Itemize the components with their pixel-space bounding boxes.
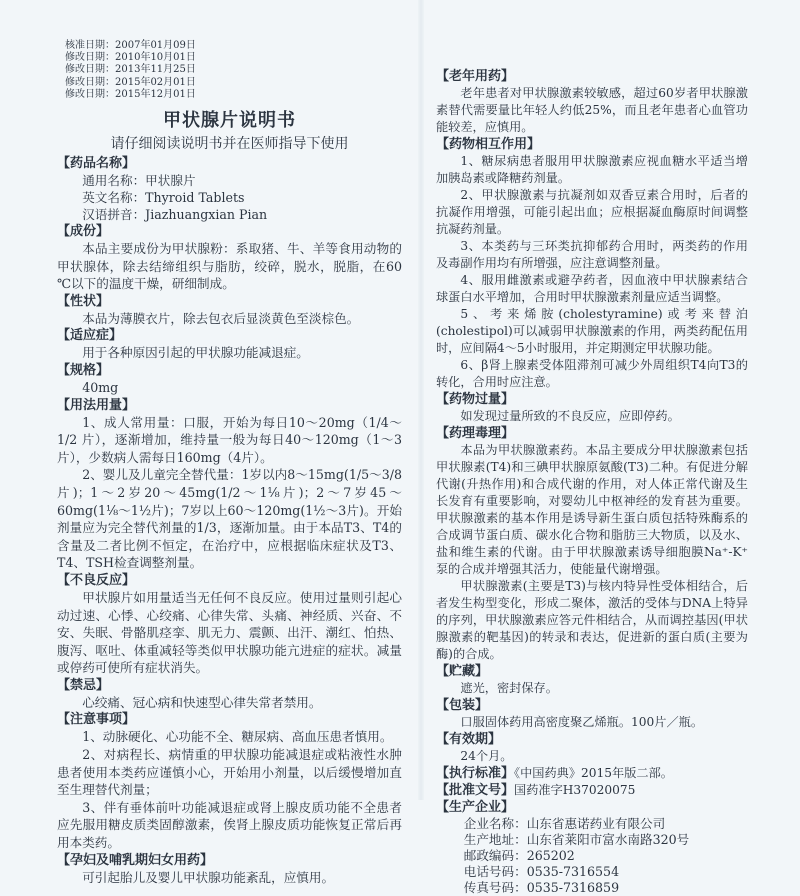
- section: [436, 68, 748, 136]
- section-paragraph: 本品为甲状腺激素药。本品主要成分甲状腺激素包括甲状腺素(T4)和三碘甲状腺原氨酸(T3)二种。有促进分解代谢(升热作用)和合成代谢的作用，对人体正常代谢及生长发育有重要影响，对婴幼儿中枢神经的发育甚为重要。甲状腺激素的基本作用是诱导新生蛋白质包括特殊酶系的合成调节蛋白质、碳水化合物和脂肪三大物质，以及水、盐和维生素的代谢。由于甲状腺激素诱导细胞膜Na⁺-K⁺泵的合成并增强其活力，使能量代谢增强。: [436, 443, 748, 576]
- section-header: 【执行标准】: [436, 766, 515, 781]
- section: [436, 765, 748, 782]
- section-paragraph: 用于各种原因引起的甲状腺功能减退症。: [82, 345, 309, 361]
- info-line: 电话号码：0535-7316554: [463, 864, 620, 879]
- section-paragraph: 40mg: [82, 379, 119, 395]
- section-paragraph: 如发现过量所致的不良反应，应即停药。: [460, 409, 680, 423]
- section: [57, 711, 402, 851]
- section-paragraph: 本品主要成份为甲状腺粉：系取猪、牛、羊等食用动物的甲状腺体，除去结缔组织与脂肪，绞碎，脱水，脱脂，在60 ℃以下的温度干燥，研细制成。: [57, 241, 402, 292]
- section: [57, 397, 402, 572]
- document-subtitle: 请仔细阅读说明书并在医师指导下使用: [110, 136, 349, 153]
- section: [436, 731, 748, 765]
- page-fold: [418, 0, 424, 800]
- section-header: 【规格】: [57, 362, 110, 378]
- section: [57, 677, 402, 712]
- section-header: 【适应症】: [57, 328, 123, 344]
- revision-dates: [65, 40, 402, 101]
- info-line: 邮政编码：265202: [463, 848, 575, 863]
- section-header: 【用法用量】: [57, 397, 136, 413]
- section-header: 【孕妇及哺乳期妇女用药】: [57, 852, 214, 868]
- section: [436, 391, 748, 425]
- section-paragraph: 24个月。: [460, 749, 513, 763]
- section-paragraph: 甲状腺激素(主要是T3)与核内特异性受体相结合，后者发生构型变化，形成二聚体，激活的受体与DNA上特异的序列，甲状腺激素应答元件相结合，从而调控基因(甲状腺激素的靶基因)的转录和表达，促进新的蛋白质(主要为酶)的合成。: [436, 579, 748, 661]
- section-paragraph: 2、甲状腺激素与抗凝剂如双香豆素合用时，后者的抗凝作用增强，可能引起出血；应根据凝血酶原时间调整抗凝药剂量。: [436, 188, 748, 236]
- section-paragraph: 6、β肾上腺素受体阻滞剂可减少外周组织T4向T3的转化，合用时应注意。: [436, 358, 748, 389]
- section: [436, 663, 748, 697]
- section: [57, 293, 402, 328]
- section-header: 【不良反应】: [57, 572, 136, 588]
- section: [57, 572, 402, 677]
- section-header: 【药理毒理】: [436, 426, 515, 441]
- section-header: 【药物相互作用】: [436, 137, 541, 152]
- section-header: 【生产企业】: [436, 800, 515, 815]
- section-header: 【禁忌】: [57, 677, 110, 693]
- section-paragraph: 1、成人常用量：口服，开始为每日10～20mg（1/4～1/2 片），逐渐增加，维持量一般为每日40～120mg（1～3片），少数病人需每日160mg（4片）。: [57, 414, 402, 465]
- section-paragraph: 心绞痛、冠心病和快速型心律失常者禁用。: [82, 694, 322, 710]
- info-line: 传真号码：0535-7316859: [463, 880, 620, 895]
- section-paragraph: 3、伴有垂体前叶功能减退症或肾上腺皮质功能不全患者应先服用糖皮质类固醇激素，俟肾上腺皮质功能恢复正常后再用本类药。: [57, 799, 402, 851]
- section: [57, 223, 402, 293]
- section: [436, 697, 748, 731]
- info-line: 生产地址：山东省莱阳市富水南路320号: [463, 832, 690, 847]
- section-inline-row: [436, 782, 748, 799]
- section-paragraph: 1、动脉硬化、心功能不全、糖尿病、高血压患者慎用。: [82, 729, 393, 745]
- revision-date: 核准日期：2007年01月09日: [65, 40, 196, 51]
- info-line: 汉语拼音：Jiazhuangxian Pian: [82, 207, 268, 223]
- section-header: 【成份】: [57, 224, 110, 240]
- section-value: 《中国药典》2015年版二部。: [514, 766, 673, 780]
- left-column: [57, 40, 402, 886]
- section-paragraph: 老年患者对甲状腺激素较敏感，超过60岁者甲状腺激素替代需要量比年轻人约低25%，而且老年患者心血管功能较差，应慎用。: [436, 86, 748, 134]
- right-sections: [436, 68, 748, 896]
- section-inline-row: [436, 765, 748, 782]
- section-header: 【注意事项】: [57, 712, 136, 728]
- revision-date: 修改日期：2010年10月01日: [65, 52, 196, 64]
- section-paragraph: 遮光，密封保存。: [460, 681, 558, 695]
- section-paragraph: 2、婴儿及儿童完全替代量：1岁以内8～15mg(1/5～3/8片)；1～2岁20～45mg(1/2～1⅛片)；2～7岁45～60mg(1⅛～1½片)；7岁以上60～120mg(1½～3片)。开始剂量应为完全替代剂量的1/3，逐渐加量。由于本品T3、T4的含量及二者比例不恒定，在治疗中，应根据临床症状及T3、T4、TSH检查调整剂量。: [57, 467, 402, 571]
- section: [436, 425, 748, 663]
- section-header: 【包装】: [436, 698, 489, 713]
- section-header: 【药品名称】: [57, 156, 136, 172]
- section-paragraph: 4、服用雌激素或避孕药者，因血液中甲状腺素结合球蛋白水平增加，合用时甲状腺激素剂量应适当调整。: [436, 273, 748, 304]
- revision-date: 修改日期：2013年11月25日: [65, 64, 196, 76]
- section-header: 【老年用药】: [436, 69, 515, 84]
- section-paragraph: 5、考来烯胺(cholestyramine)或考来替泊(cholestipol)可以减弱甲状腺激素的作用，两类药配伍用时，应间隔4～5小时服用，并定期测定甲状腺功能。: [436, 307, 748, 355]
- section: [57, 852, 402, 887]
- document-title: 甲状腺片说明书: [163, 110, 296, 132]
- section-header: 【有效期】: [436, 732, 502, 747]
- section-header: 【批准文号】: [436, 783, 515, 798]
- section: [436, 136, 748, 391]
- section-header: 【性状】: [57, 293, 110, 309]
- section: [57, 362, 402, 397]
- section-paragraph: 2、对病程长、病情重的甲状腺功能减退症或粘液性水肿患者使用本类药应谨慎小心，开始用小剂量，以后缓慢增加直至生理替代剂量；: [57, 747, 402, 798]
- section: [57, 327, 402, 362]
- section-paragraph: 1、糖尿病患者服用甲状腺激素应视血糖水平适当增加胰岛素或降糖药剂量。: [436, 154, 748, 185]
- section-header: 【贮藏】: [436, 664, 489, 679]
- info-line: 英文名称：Thyroid Tablets: [82, 190, 245, 206]
- section: [436, 799, 748, 896]
- section-paragraph: 甲状腺片如用量适当无任何不良反应。使用过量则引起心动过速、心悸、心绞痛、心律失常、头痛、神经质、兴奋、不安、失眠、骨骼肌痉挛、肌无力、震颤、出汗、潮红、怕热、腹泻、呕吐、体重减轻等类似甲状腺功能亢进症的症状。减量或停药可使所有症状消失。: [57, 589, 402, 676]
- section-header: 【药物过量】: [436, 392, 515, 407]
- revision-date: 修改日期：2015年12月01日: [65, 88, 196, 100]
- section-value: 国药准字H37020075: [514, 783, 636, 797]
- section-paragraph: 本品为薄膜衣片，除去包衣后显淡黄色至淡棕色。: [82, 310, 360, 326]
- section: [57, 155, 402, 223]
- section-paragraph: 口服固体药用高密度聚乙烯瓶。100片／瓶。: [460, 715, 704, 729]
- revision-date: 修改日期：2015年02月01日: [65, 76, 196, 88]
- left-sections: [57, 155, 402, 886]
- section-paragraph: 可引起胎儿及婴儿甲状腺功能紊乱，应慎用。: [82, 869, 335, 885]
- section: [436, 782, 748, 799]
- info-line: 企业名称：山东省惠诺药业有限公司: [463, 816, 666, 831]
- right-column: [436, 68, 748, 896]
- info-line: 通用名称：甲状腺片: [82, 173, 196, 189]
- section-paragraph: 3、本类药与三环类抗抑郁药合用时，两类药的作用及毒副作用均有所增强，应注意调整剂量。: [436, 239, 748, 270]
